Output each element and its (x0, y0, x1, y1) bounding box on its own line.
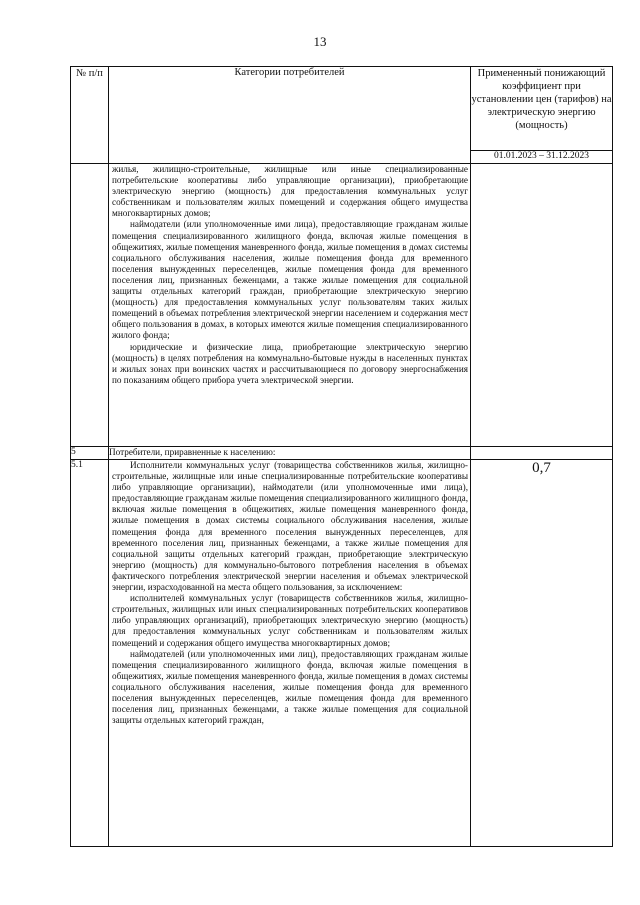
table-header-row (71, 67, 613, 151)
row-paragraph-3: наймодателей (или уполномоченных ими лиц), предоставляющих гражданам жилые помещения специализированного жилищного фонда, включая жилые помещения в общежитиях, жилые помещения маневренного фонда, жилые помещения в домах системы социального обслуживания населения, жилые помещения фонда для временного поселения вынужденных переселенцев, жилые помещения фонда для временного поселения лиц, признанных беженцами, а также жилые помещения для социальной защиты отдельных категорий граждан, (112, 648, 468, 726)
row-coefficient-empty (471, 164, 613, 447)
continuation-paragraph-1: жилья, жилищно-строительные, жилищные или иные специализированные потребительские кооперативы либо управляющие организации), приобретающие электрическую энергию (мощность) для предоставления коммунальных услуг собственникам и пользователям жилых помещений и содержания общего имущества многоквартирных домов; (112, 164, 468, 219)
header-category: Категории потребителей (109, 67, 471, 164)
row-number: 5 (71, 447, 109, 460)
row-coefficient: 0,7 (471, 460, 613, 847)
page-number: 13 (313, 34, 327, 49)
table-row (71, 460, 613, 847)
row-category: Потребители, приравненные к населению: (109, 447, 471, 460)
row-paragraph-2: исполнителей коммунальных услуг (товариществ собственников жилья, жилищно-строительных, жилищных или иных специализированных потребительских кооперативов либо управляющих организаций), приобретающих электрическую энергию (мощность) для предоставления коммунальных услуг собственникам и пользователям жилых помещений и содержания общего имущества многоквартирных домов; (112, 593, 468, 648)
row-number-empty (71, 164, 109, 447)
row-category (109, 164, 471, 447)
row-number: 5.1 (71, 460, 109, 847)
row-category (109, 460, 471, 847)
header-coefficient: Примененный понижающий коэффициент при установлении цен (тарифов) на электрическую энергию (мощность) (471, 67, 613, 151)
row-paragraph-1: Исполнители коммунальных услуг (товарищества собственников жилья, жилищно-строительные, жилищные или иные специализированные потребительские кооперативы либо управляющие организации), наймодатели (или уполномоченные ими лица), предоставляющие гражданам жилые помещения специализированного жилищного фонда, включая жилые помещения в общежитиях, жилые помещения маневренного фонда, жилые помещения в домах системы социального обслуживания населения, жилые помещения фонда для временного поселения вынужденных переселенцев, для временного поселения лиц, признанных беженцами, а также жилые помещения для социальной защиты отдельных категорий граждан, приобретающие электрическую энергию (мощность) для коммунально-бытового потребления населения в объемах фактического потребления электрической энергии населения и объемах электрической энергии, израсходованной на места общего пользования, за исключением: (112, 460, 468, 593)
header-number: № п/п (71, 67, 109, 164)
row-coefficient-empty (471, 447, 613, 460)
table-row (71, 164, 613, 447)
continuation-paragraph-2: наймодатели (или уполномоченные ими лица), предоставляющие гражданам жилые помещения специализированного жилищного фонда, включая жилые помещения в общежитиях, жилые помещения маневренного фонда, жилые помещения в домах системы социального обслуживания населения, жилые помещения фонда для временного поселения вынужденных переселенцев, жилые помещения фонда для временного поселения лиц, признанных беженцами, а также жилые помещения для социальной защиты отдельных категорий граждан, приобретающие электрическую энергию (мощность) для предоставления коммунальных услуг пользователям таких жилых помещений в объемах потребления электрической энергии населением и содержания мест общего пользования в домах, в которых имеются жилые помещения специализированного жилого фонда; (112, 219, 468, 341)
continuation-paragraph-3: юридические и физические лица, приобретающие электрическую энергию (мощность) в целях потребления на коммунально-бытовые нужды в населенных пунктах и жилых зонах при воинских частях и рассчитывающиеся по договору энергоснабжения по показаниям общего прибора учета электрической энергии. (112, 341, 468, 385)
header-period: 01.01.2023 – 31.12.2023 (471, 151, 613, 164)
table-row (71, 447, 613, 460)
tariff-table (70, 66, 613, 847)
